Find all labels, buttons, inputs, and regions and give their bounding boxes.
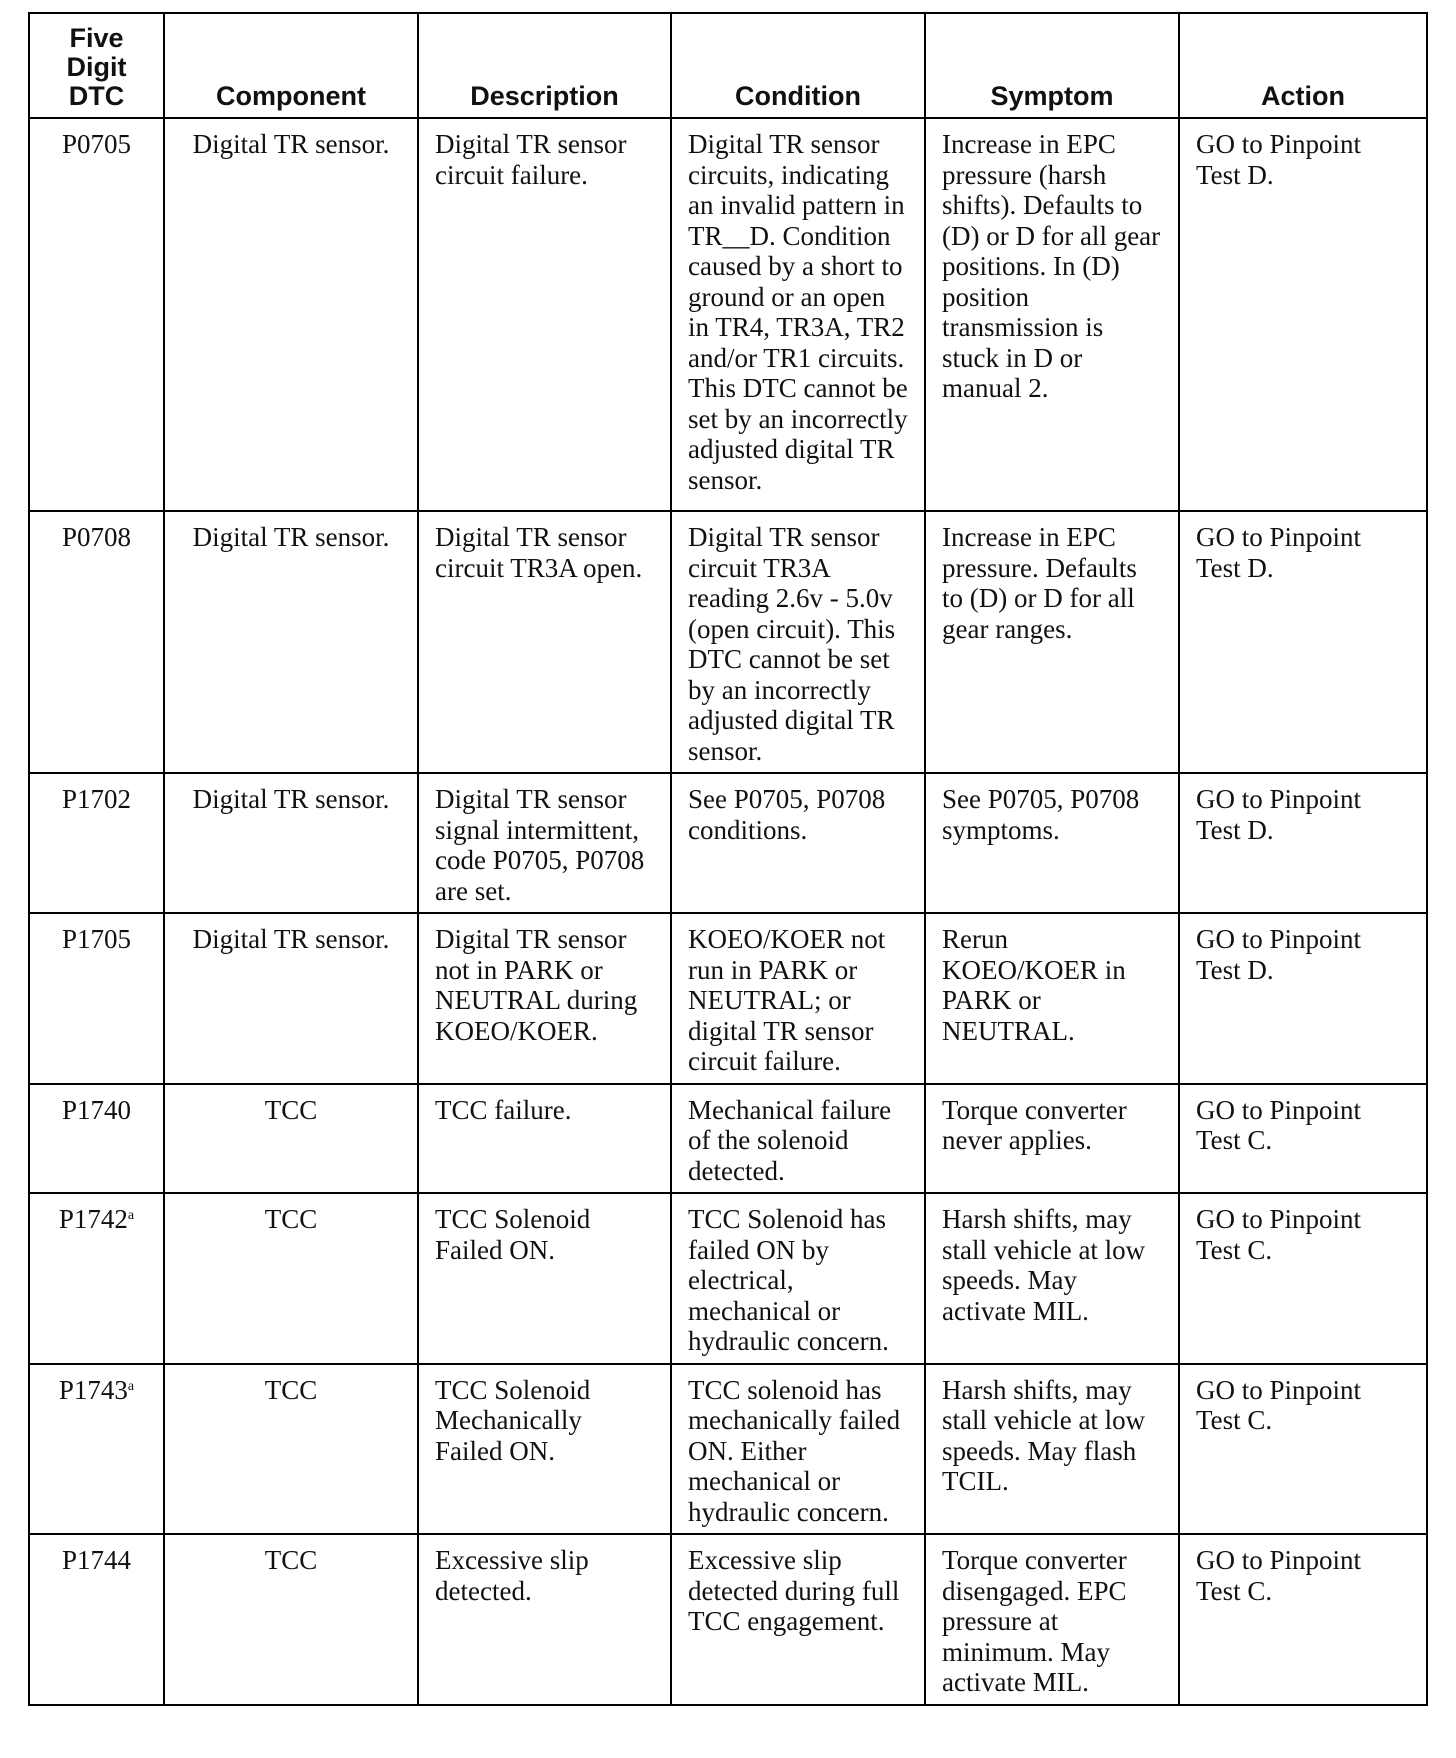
component-cell: Digital TR sensor. [164,118,418,511]
dtc-code: P1743 [58,1374,128,1405]
table-row [29,773,1427,913]
symptom-cell: Harsh shifts, may stall vehicle at low speeds. May flash TCIL. [925,1364,1179,1535]
description-cell: TCC failure. [418,1084,671,1194]
description-cell: Digital TR sensor not in PARK or NEUTRAL during KOEO/KOER. [418,913,671,1084]
condition-cell: KOEO/KOER not run in PARK or NEUTRAL; or digital TR sensor circuit failure. [671,913,925,1084]
dtc-code: P1702 [61,784,132,814]
dtc-cell [29,118,164,511]
dtc-cell [29,1084,164,1194]
dtc-code: P1742 [58,1204,128,1234]
header-condition: Condition [671,13,925,118]
action-cell: GO to Pinpoint Test D. [1179,913,1427,1084]
header-description: Description [418,13,671,118]
dtc-code: P1740 [61,1094,132,1125]
action-cell: GO to Pinpoint Test C. [1179,1534,1427,1705]
symptom-cell: Torque converter disengaged. EPC pressure at minimum. May activate MIL. [925,1534,1179,1705]
condition-cell: Digital TR sensor circuit TR3A reading 2.6v - 5.0v (open circuit). This DTC cannot be set by an incorrectly adjusted digital TR sensor. [671,511,925,773]
component-cell: Digital TR sensor. [164,773,418,913]
header-row [29,13,1427,118]
symptom-cell: See P0705, P0708 symptoms. [925,773,1179,913]
symptom-cell: Harsh shifts, may stall vehicle at low speeds. May activate MIL. [925,1193,1179,1364]
dtc-code: P0705 [61,129,132,159]
header-component: Component [164,13,418,118]
table-row [29,1193,1427,1364]
table-row [29,1364,1427,1535]
component-cell: TCC [164,1084,418,1194]
dtc-table [28,12,1428,1706]
condition-cell: Excessive slip detected during full TCC engagement. [671,1534,925,1705]
table-row [29,1534,1427,1705]
dtc-cell [29,913,164,1084]
table-row [29,511,1427,773]
symptom-cell: Increase in EPC pressure. Defaults to (D) or D for all gear ranges. [925,511,1179,773]
dtc-code: P0708 [61,522,132,552]
component-cell: TCC [164,1193,418,1364]
action-cell: GO to Pinpoint Test C. [1179,1084,1427,1194]
description-cell: TCC Solenoid Failed ON. [418,1193,671,1364]
symptom-cell: Rerun KOEO/KOER in PARK or NEUTRAL. [925,913,1179,1084]
table-row [29,913,1427,1084]
dtc-cell [29,773,164,913]
action-cell: GO to Pinpoint Test D. [1179,511,1427,773]
condition-cell: TCC solenoid has mechanically failed ON. Either mechanical or hydraulic concern. [671,1364,925,1535]
footnote-marker: a [127,1208,135,1223]
dtc-cell [29,1364,164,1535]
header-dtc [29,13,164,118]
header-dtc-line-1: Five [69,23,124,53]
description-cell: Excessive slip detected. [418,1534,671,1705]
dtc-cell [29,1534,164,1705]
component-cell: Digital TR sensor. [164,511,418,773]
header-action: Action [1179,13,1427,118]
header-symptom: Symptom [925,13,1179,118]
condition-cell: TCC Solenoid has failed ON by electrical, mechanical or hydraulic concern. [671,1193,925,1364]
description-cell: TCC Solenoid Mechanically Failed ON. [418,1364,671,1535]
condition-cell: Mechanical failure of the solenoid detected. [671,1084,925,1194]
description-cell: Digital TR sensor circuit TR3A open. [418,511,671,773]
table-row [29,1084,1427,1194]
header-dtc-line-3: DTC [68,81,125,111]
footnote-marker: a [127,1378,135,1394]
action-cell: GO to Pinpoint Test C. [1179,1193,1427,1364]
action-cell: GO to Pinpoint Test C. [1179,1364,1427,1535]
component-cell: Digital TR sensor. [164,913,418,1084]
condition-cell: See P0705, P0708 conditions. [671,773,925,913]
component-cell: TCC [164,1364,418,1535]
description-cell: Digital TR sensor signal intermittent, code P0705, P0708 are set. [418,773,671,913]
description-cell: Digital TR sensor circuit failure. [418,118,671,511]
header-dtc-line-2: Digit [66,52,127,82]
table-row [29,118,1427,511]
symptom-cell: Increase in EPC pressure (harsh shifts). Defaults to (D) or D for all gear positions. In (D) position transmission is stuck in D or manual 2. [925,118,1179,511]
dtc-code: P1744 [61,1545,132,1575]
action-cell: GO to Pinpoint Test D. [1179,773,1427,913]
symptom-cell: Torque converter never applies. [925,1084,1179,1194]
action-cell: GO to Pinpoint Test D. [1179,118,1427,511]
component-cell: TCC [164,1534,418,1705]
dtc-cell [29,1193,164,1364]
dtc-code: P1705 [61,924,132,954]
dtc-cell [29,511,164,773]
condition-cell: Digital TR sensor circuits, indicating an invalid pattern in TR__D. Condition caused by a short to ground or an open in TR4, TR3A, TR2 and/or TR1 circuits. This DTC cannot be set by an incorrectly adjusted digital TR sensor. [671,118,925,511]
